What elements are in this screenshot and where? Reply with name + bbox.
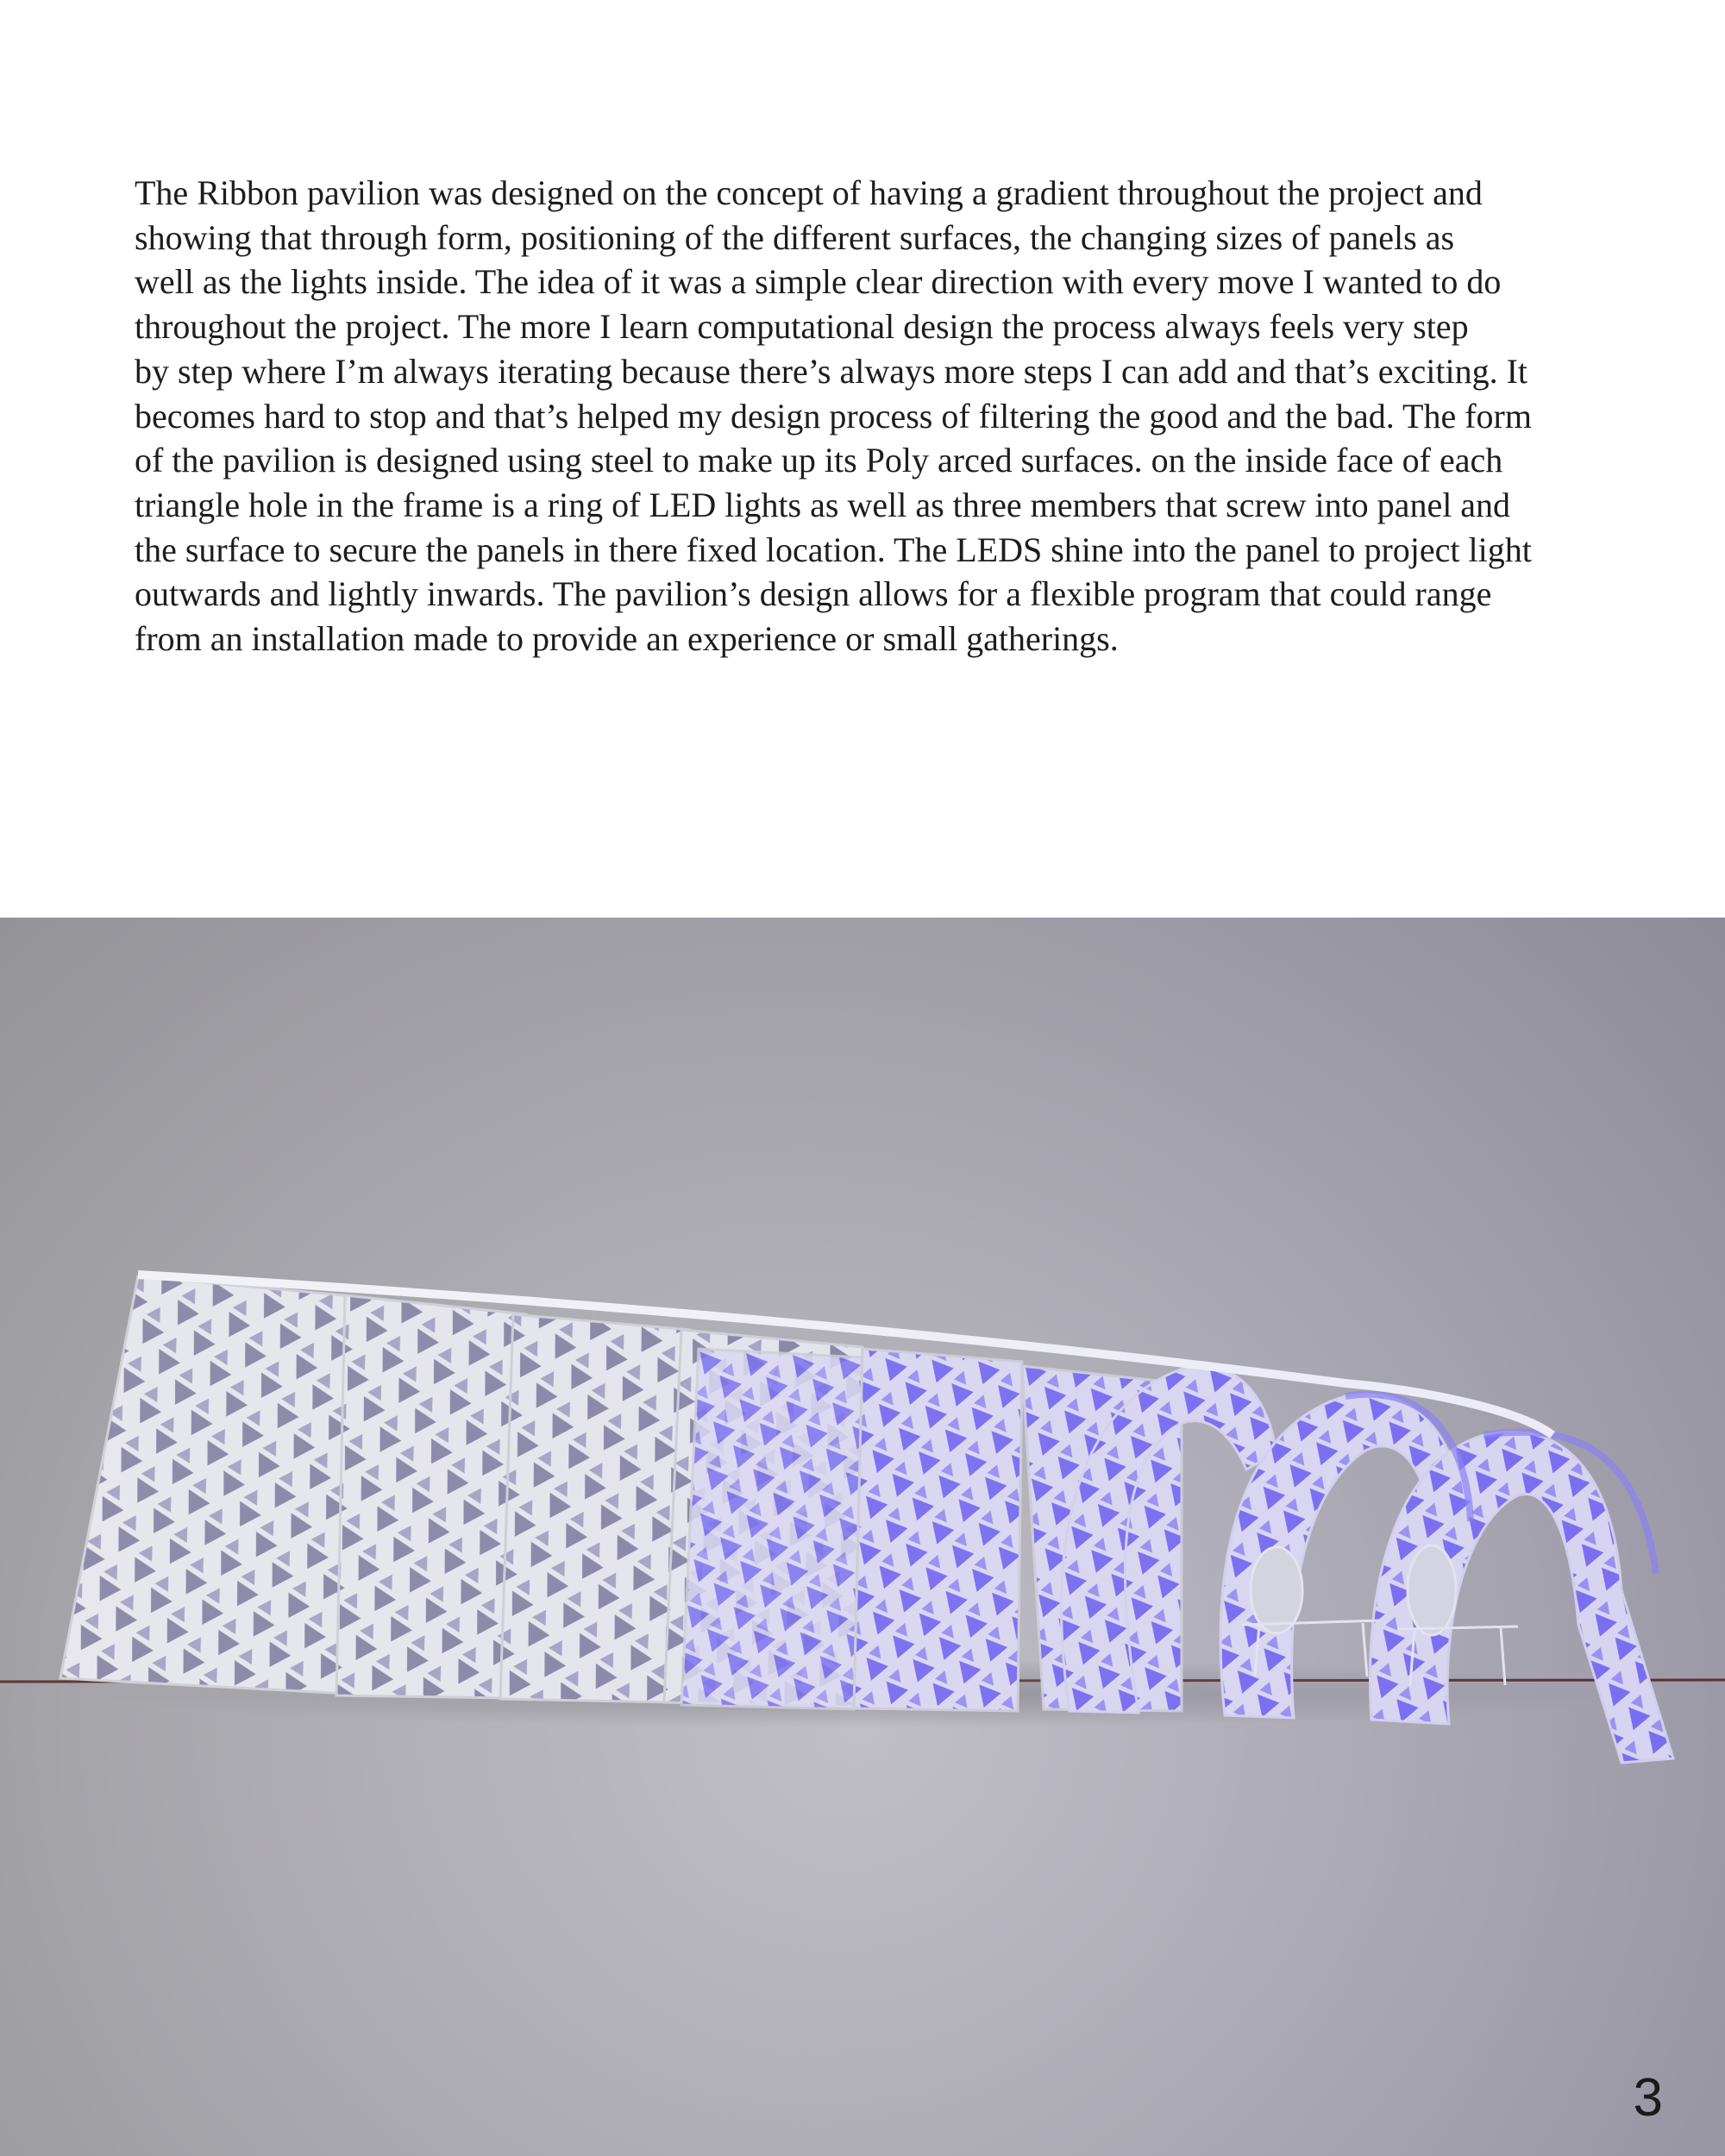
paragraph-line: the surface to secure the panels in there fixed location. The LEDS shine into the panel to project light <box>135 530 1532 569</box>
paragraph-line: outwards and lightly inwards. The pavilion’s design allows for a flexible program that could range <box>135 574 1492 614</box>
pavilion-render-image <box>0 918 1725 2156</box>
page-number: 3 <box>1633 2068 1663 2128</box>
body-paragraph <box>135 171 1635 661</box>
paragraph-line: becomes hard to stop and that’s helped my design process of filtering the good and the bad. The form <box>135 396 1532 436</box>
paragraph-line: triangle hole in the frame is a ring of LED lights as well as three members that screw into panel and <box>135 485 1511 524</box>
paragraph-line: showing that through form, positioning of the different surfaces, the changing sizes of panels as <box>135 217 1455 257</box>
paragraph-line: from an installation made to provide an experience or small gatherings. <box>135 619 1119 659</box>
paragraph-line: well as the lights inside. The idea of it was a simple clear direction with every move I wanted to do <box>135 262 1502 302</box>
paragraph-line: throughout the project. The more I learn computational design the process always feels very step <box>135 307 1469 347</box>
pavilion-illustration <box>0 918 1725 2156</box>
paragraph-line: The Ribbon pavilion was designed on the concept of having a gradient throughout the project and <box>135 173 1483 212</box>
paragraph-line: of the pavilion is designed using steel to make up its Poly arced surfaces. on the inside face of each <box>135 441 1503 480</box>
paragraph-line: by step where I’m always iterating because there’s always more steps I can add and that’s exciting. It <box>135 351 1527 391</box>
